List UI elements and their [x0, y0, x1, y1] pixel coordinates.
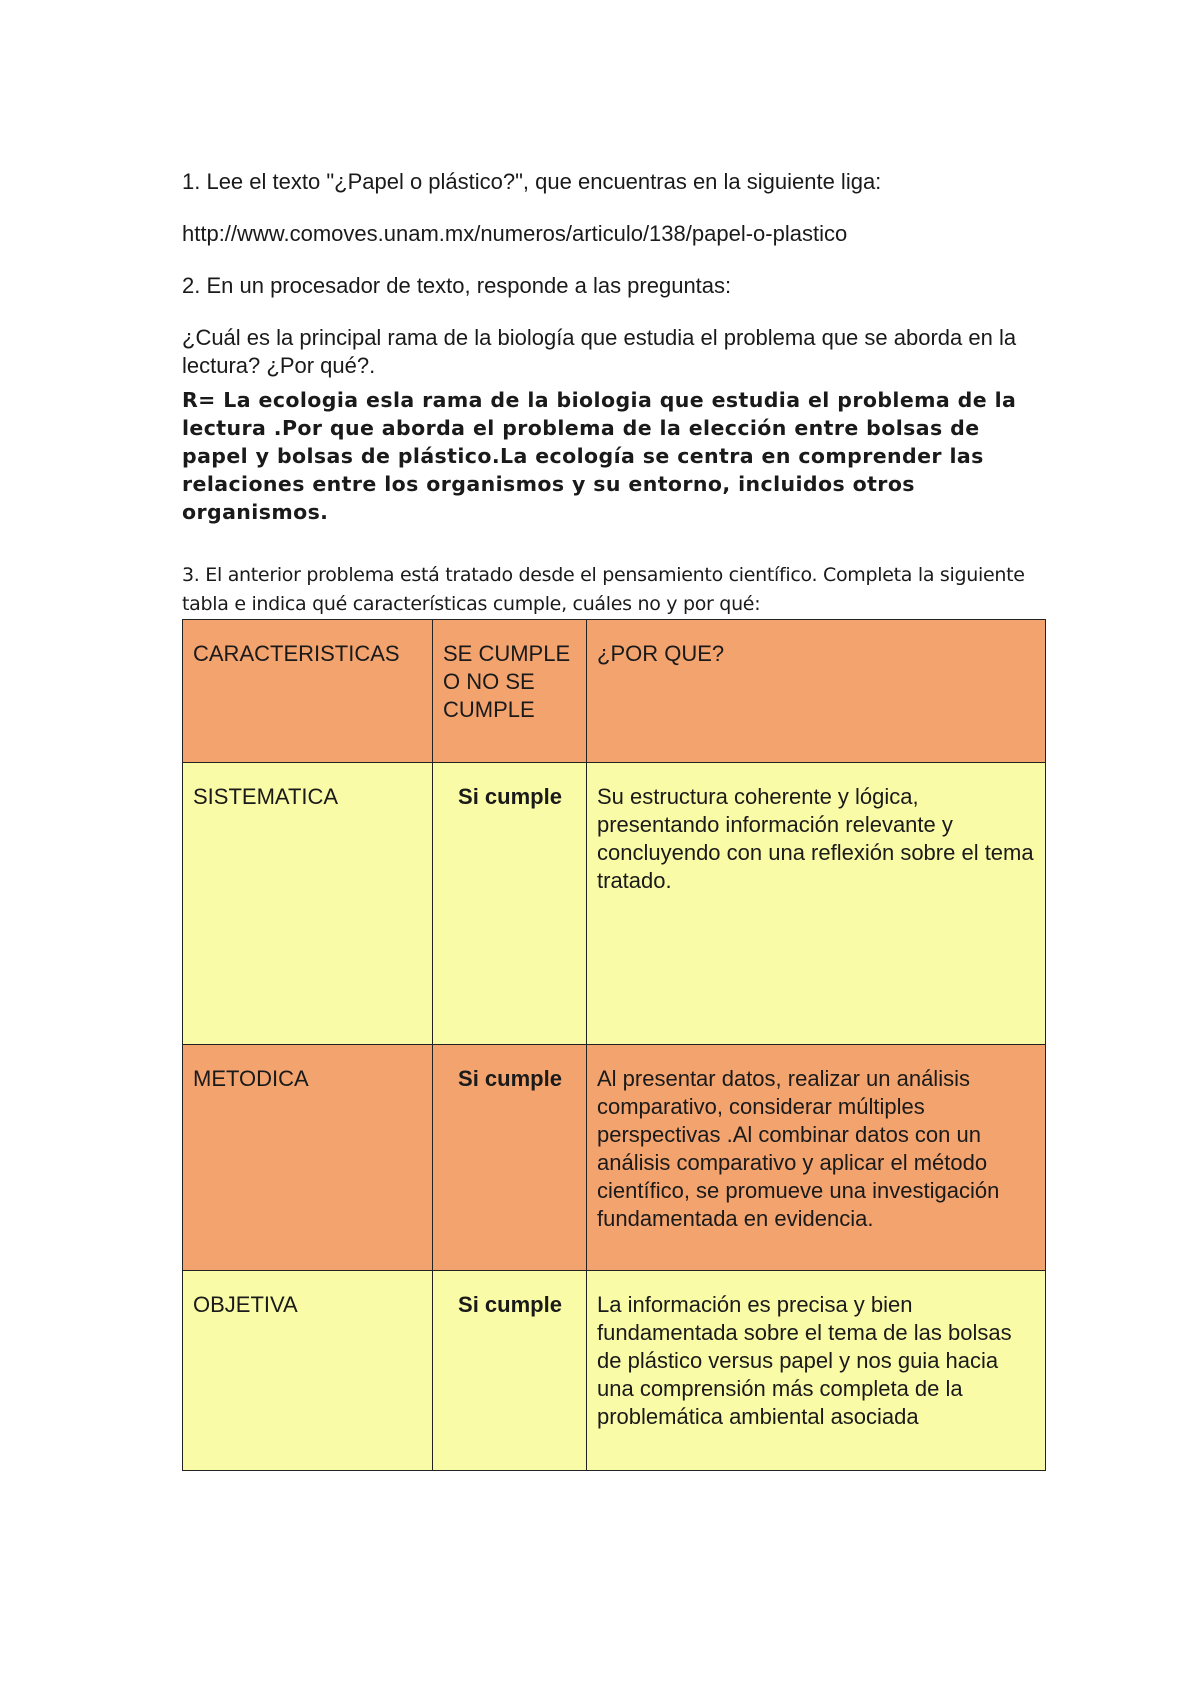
- instruction-step-2: 2. En un procesador de texto, responde a las preguntas:: [182, 273, 732, 298]
- characteristics-table: [182, 619, 1046, 1471]
- table-row: [183, 1271, 1046, 1471]
- article-link[interactable]: http://www.comoves.unam.mx/numeros/articulo/138/papel-o-plastico: [182, 221, 848, 246]
- header-por-que: ¿POR QUE?: [587, 620, 1046, 763]
- cumple-cell: Si cumple: [433, 1045, 587, 1271]
- cumple-cell: Si cumple: [433, 763, 587, 1045]
- caracteristica-cell: METODICA: [183, 1045, 433, 1271]
- table-header-row: [183, 620, 1046, 763]
- porque-cell: La información es precisa y bien fundamentada sobre el tema de las bolsas de plástico versus papel y nos guia hacia una comprensión más completa de la problemática ambiental asociada: [587, 1271, 1046, 1471]
- porque-cell: Su estructura coherente y lógica, presentando información relevante y concluyendo con una reflexión sobre el tema tratado.: [587, 763, 1046, 1045]
- instruction-step-3: 3. El anterior problema está tratado desde el pensamiento científico. Completa la siguiente tabla e indica qué características cumple, cuáles no y por qué:: [182, 564, 1025, 615]
- header-se-cumple: SE CUMPLE O NO SE CUMPLE: [433, 620, 587, 763]
- table-row: [183, 1045, 1046, 1271]
- document-page: [182, 168, 1042, 1471]
- caracteristica-cell: SISTEMATICA: [183, 763, 433, 1045]
- cumple-cell: Si cumple: [433, 1271, 587, 1471]
- header-caracteristicas: CARACTERISTICAS: [183, 620, 433, 763]
- question-text: ¿Cuál es la principal rama de la biología que estudia el problema que se aborda en la lectura? ¿Por qué?.: [182, 325, 1017, 378]
- answer-text: R= La ecologia esla rama de la biologia que estudia el problema de la lectura .Por que aborda el problema de la elección entre bolsas de papel y bolsas de plástico.La ecología se centra en comprender las relaciones entre los organismos y su entorno, incluidos otros organismos.: [182, 388, 1017, 524]
- porque-cell: Al presentar datos, realizar un análisis comparativo, considerar múltiples perspectivas .Al combinar datos con un análisis comparativo y aplicar el método científico, se promueve una investigación fundamentada en evidencia.: [587, 1045, 1046, 1271]
- caracteristica-cell: OBJETIVA: [183, 1271, 433, 1471]
- instruction-step-1: 1. Lee el texto "¿Papel o plástico?", que encuentras en la siguiente liga:: [182, 169, 882, 194]
- table-row: [183, 763, 1046, 1045]
